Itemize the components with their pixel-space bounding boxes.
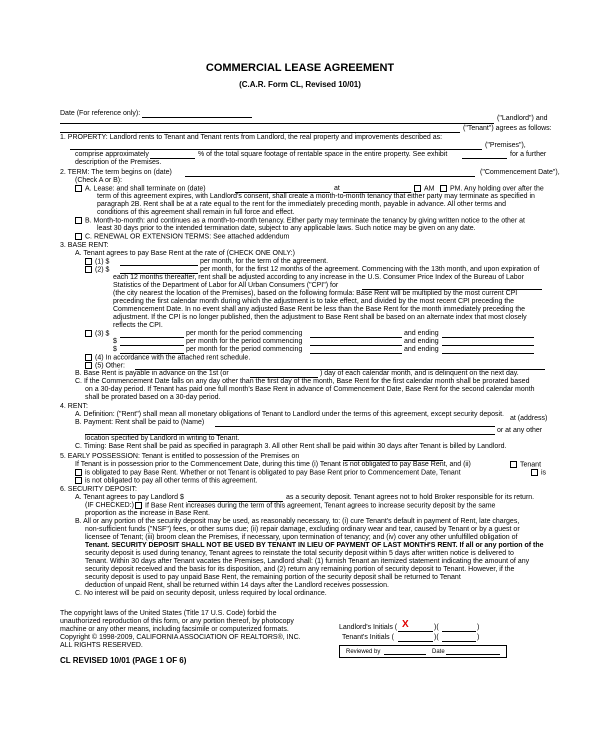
s3-r3e: and ending — [404, 338, 439, 345]
s3-r2f: preceding the first calendar month during which the adjustment is to take effect, and divided by the most recent CPI preceding the — [113, 298, 515, 305]
s6-a1: A. Tenant agrees to pay Landlord $ — [75, 494, 184, 501]
s3-heading: 3. BASE RENT: — [60, 242, 109, 249]
s5-line2b: Tenant — [510, 461, 541, 469]
s3-b1b: ) day of each calendar month, and is delinquent on the next day. — [320, 370, 519, 377]
copyright-line5: ALL RIGHTS RESERVED. — [60, 642, 143, 649]
landlord-name-field[interactable] — [60, 123, 494, 124]
payee-name-field[interactable] — [215, 426, 495, 427]
checkbox-rent-3[interactable] — [85, 330, 92, 337]
tenant-name-field[interactable] — [60, 132, 460, 133]
copyright-line4: Copyright © 1998-2009, CALIFORNIA ASSOCIATION OF REALTORS®, INC. — [60, 634, 301, 641]
s1-line3: description of the Premises. — [75, 159, 162, 166]
signature-x-mark: X — [402, 619, 409, 630]
s6-b8: security deposit is used to pay unpaid Base Rent, the remaining portion of the security deposit shall be returned to Tenant — [85, 574, 461, 581]
s4-b2: at (address) — [510, 415, 548, 422]
s5-line3b: is — [531, 469, 546, 477]
tenant-initials-label: Tenant's Initials ( — [342, 634, 394, 641]
s4-b3: or at any other — [497, 427, 543, 434]
tenant-initials-sep: )( — [434, 634, 439, 641]
checkbox-month-to-month[interactable] — [75, 217, 82, 224]
landlord-initials-close: ) — [477, 624, 480, 631]
s2-a3: paragraph 2B. Rent shall be at a rate equal to the rent for the immediately preceding month, payable in advance. All other terms and — [97, 201, 506, 208]
s4-b: B. Payment: Rent shall be paid to (Name) — [75, 419, 205, 426]
s3-r3g: and ending — [404, 346, 439, 353]
s2-line1: 2. TERM: The term begins on (date) — [60, 169, 172, 176]
s3-a: A. Tenant agrees to pay Base Rent at the rate of (CHECK ONE ONLY:) — [75, 250, 295, 257]
s6-b4: Tenant. SECURITY DEPOSIT SHALL NOT BE USED BY TENANT IN LIEU OF PAYMENT OF LAST MONTH'S RENT. If all or any portion of the — [85, 542, 544, 549]
s6-a2: (IF CHECKED:) — [85, 502, 134, 509]
s3-r3: (3) $ — [85, 330, 109, 338]
s2-b2: least 30 days prior to the intended termination date, subject to any applicable laws. Such notice may be given on any date. — [97, 225, 476, 232]
checkbox-deposit-increase[interactable] — [135, 502, 142, 509]
s2-check: (Check A or B): — [75, 177, 123, 184]
s6-b5: security deposit is used during tenancy, Tenant agrees to reinstate the total security deposit within 5 days after written notice is delivered to — [85, 550, 514, 557]
s3-r2c: each 12 months thereafter, rent shall be adjusted according to any increase in the U.S. Consumer Price Index of the Bureau of Labor — [113, 274, 524, 281]
checkbox-rent-2[interactable] — [85, 266, 92, 273]
exhibit-field[interactable] — [462, 158, 507, 159]
s3-r2b: per month, for the first 12 months of the agreement. Commencing with the 13th month, and upon expiration of — [200, 266, 540, 273]
document-subtitle: (C.A.R. Form CL, Revised 10/01) — [239, 80, 361, 89]
s1-line2a: comprise approximately — [75, 151, 149, 158]
s6-a2b: If Base Rent increases during the term of this agreement, Tenant agrees to increase security deposit by the same — [135, 502, 495, 510]
s2-am: AM — [414, 185, 435, 193]
s1-premises: ("Premises"), — [485, 142, 526, 149]
s6-c1: C. No interest will be paid on security deposit, unless required by local ordinance. — [75, 590, 327, 597]
checkbox-rent-5[interactable] — [85, 362, 92, 369]
s3-r3-dollar3: $ — [113, 346, 117, 353]
property-description-field[interactable] — [70, 149, 482, 150]
checkbox-pm[interactable] — [440, 185, 447, 192]
s3-r4: (4) In accordance with the attached rent schedule. — [85, 354, 250, 362]
s6-b1: B. All or any portion of the security deposit may be used, as reasonably necessary, to: (i) cure Tenant's default in payment of Rent, late charges, — [75, 518, 520, 525]
s3-r3c: and ending — [404, 330, 439, 337]
s3-c2: on a 30-day period. If Tenant has paid one full month's Base Rent in advance of Commencement Date, Base Rent for the second calendar month — [85, 386, 535, 393]
s2-a1: A. Lease: and shall terminate on (date) — [75, 185, 206, 193]
rent3-start-field-1[interactable] — [310, 337, 402, 338]
s2-c1: C. RENEWAL OR EXTENSION TERMS: See attached addendum — [75, 233, 289, 241]
s6-a3: proportion as the increase in Base Rent. — [85, 510, 210, 517]
s5-line2: If Tenant is in possession prior to the Commencement Date, during this time (i) Tenant is not obligated to pay Base Rent, and (ii) — [75, 461, 471, 468]
s6-heading: 6. SECURITY DEPOSIT: — [60, 486, 137, 493]
s6-b7: security deposit received and the basis for its disposition, and (2) return any remaining portion of security deposit to Tenant. However, if the — [85, 566, 515, 573]
s2-a1b: at — [334, 185, 340, 192]
tenant-initials-field-1[interactable] — [398, 641, 433, 642]
s2-a2: term of this agreement expires, with Landlord's consent, shall create a month-to-month tenancy that either party may terminate as specified in — [97, 193, 535, 200]
date-label: Date (For reference only): — [60, 110, 141, 117]
tenant-label: ("Tenant") agrees as follows: — [463, 125, 552, 132]
rent3-end-field-2[interactable] — [442, 345, 534, 346]
tenant-initials-close: ) — [477, 634, 480, 641]
s1-line2c: for a further — [510, 151, 547, 158]
s3-r1: (1) $ — [85, 258, 109, 266]
copyright-line3: machine or any other means, including facsimile or computerized formats. — [60, 626, 289, 633]
s3-r2e: (the city nearest the location of the Premises), based on the following formula: Base Rent will be multiplied by the most current CPI — [113, 290, 518, 297]
reviewed-by-field[interactable] — [384, 654, 426, 655]
term-begin-field[interactable] — [185, 176, 475, 177]
s6-b2: non-sufficient funds ("NSF") fees, or other sums due; (ii) repair damage, excluding ordinary wear and tear, caused by Tenant or by a guest or — [85, 526, 520, 533]
landlord-initials-label: Landlord's Initials ( — [339, 624, 398, 631]
s2-commencement: ("Commencement Date"), — [480, 169, 560, 176]
s1-line1: 1. PROPERTY: Landlord rents to Tenant and Tenant rents from Landlord, the real property and improvements described as: — [60, 134, 443, 141]
checkbox-am[interactable] — [414, 185, 421, 192]
s3-c3: shall be prorated based on a 30-day period. — [85, 394, 221, 401]
landlord-initials-field-2[interactable] — [442, 631, 476, 632]
s1-line2b: % of the total square footage of rentable space in the entire property. See exhibit — [198, 151, 448, 158]
s3-r2g: Commencement Date. In no event shall any adjusted Base Rent be less than the Base Rent for the month immediately preceding the — [113, 306, 526, 313]
checkbox-rent-4[interactable] — [85, 354, 92, 361]
s3-r5: (5) Other: — [85, 362, 125, 370]
s2-a4: conditions of this agreement shall remain in full force and effect. — [97, 209, 295, 216]
checkbox-is[interactable] — [531, 469, 538, 476]
checkbox-lease[interactable] — [75, 185, 82, 192]
rent1-amount-field[interactable] — [120, 265, 198, 266]
s3-r3b: per month for the period commencing — [186, 330, 303, 337]
date-field[interactable] — [142, 117, 252, 118]
review-date-label: Date — [432, 649, 445, 655]
s3-r2h: adjustment. If the CPI is no longer published, then the adjustment to Base Rent shall be based on an alternate index that most closely — [113, 314, 527, 321]
s4-c: C. Timing: Base Rent shall be paid as specified in paragraph 3. All other Rent shall be paid within 30 days after Tenant is billed by Landlord. — [75, 443, 507, 450]
rent3-end-field-3[interactable] — [442, 353, 534, 354]
s3-r3-dollar2: $ — [113, 338, 117, 345]
s4-b4: location specified by Landlord in writing to Tenant. — [85, 435, 240, 442]
rent3-start-field-2[interactable] — [310, 345, 402, 346]
landlord-initials-field-1[interactable] — [398, 631, 433, 632]
page-revision: CL REVISED 10/01 (PAGE 1 OF 6) — [60, 656, 187, 665]
s4-a: A. Definition: ("Rent") shall mean all monetary obligations of Tenant to Landlord under the terms of this agreement, except security deposit. — [75, 411, 504, 418]
s3-r2d: Statistics of the Department of Labor for All Urban Consumers ("CPI") for — [113, 282, 339, 289]
landlord-label: ("Landlord") and — [497, 115, 548, 122]
s5-line3: is obligated to pay Base Rent. Whether or not Tenant is obligated to pay Base Rent prior to Commencement Date, Tenant — [75, 469, 461, 477]
s3-b1: B. Base Rent is payable in advance on the 1st (or — [75, 370, 229, 377]
s3-r1b: per month, for the term of the agreement. — [200, 258, 329, 265]
rent3-end-field-1[interactable] — [442, 337, 534, 338]
s3-r3f: per month for the period commencing — [186, 346, 303, 353]
rent3-amount-field-2[interactable] — [120, 345, 184, 346]
s2-pm: PM. Any holding over after the — [440, 185, 544, 193]
s5-line4: is not obligated to pay all other terms of this agreement. — [75, 477, 257, 485]
s5-line1: 5. EARLY POSSESSION: Tenant is entitled to possession of the Premises on — [60, 453, 300, 460]
s6-a1b: as a security deposit. Tenant agrees not to hold Broker responsible for its return. — [286, 494, 535, 501]
review-box — [339, 645, 507, 658]
checkbox-is-not[interactable] — [75, 477, 82, 484]
s3-r2: (2) $ — [85, 266, 109, 274]
copyright-line2: unauthorized reproduction of this form, or any portion thereof, by photocopy — [60, 618, 294, 625]
tenant-initials-field-2[interactable] — [442, 641, 476, 642]
copyright-line1: The copyright laws of the United States (Title 17 U.S. Code) forbid the — [60, 610, 277, 617]
s2-b1: B. Month-to-month: and continues as a month-to-month tenancy. Either party may terminate the tenancy by giving written notice to the other at — [75, 217, 525, 225]
s3-r2i: reflects the CPI. — [113, 322, 163, 329]
checkbox-tenant-obligated[interactable] — [75, 469, 82, 476]
checkbox-rent-1[interactable] — [85, 258, 92, 265]
s6-b9: deduction of unpaid Rent, shall be returned within 14 days after the Landlord receives possession. — [85, 582, 389, 589]
reviewed-by-label: Reviewed by — [346, 649, 381, 655]
s6-b3: licensee of Tenant; (iii) broom clean the Premises, if necessary, upon termination of tenancy; and (iv) cover any other unfulfilled obligation of — [85, 534, 518, 541]
rent3-start-field-3[interactable] — [310, 353, 402, 354]
s6-b6: Tenant. Within 30 days after Tenant vacates the Premises, Landlord shall: (1) furnish Tenant an itemized statement indicating the amount of any — [85, 558, 530, 565]
landlord-initials-sep: )( — [434, 624, 439, 631]
checkbox-renewal[interactable] — [75, 233, 82, 240]
rent3-amount-field-1[interactable] — [120, 337, 184, 338]
review-date-field[interactable] — [446, 654, 500, 655]
document-title: COMMERCIAL LEASE AGREEMENT — [205, 62, 395, 74]
s3-r3d: per month for the period commencing — [186, 338, 303, 345]
s4-heading: 4. RENT: — [60, 403, 89, 410]
checkbox-tenant-ii[interactable] — [510, 461, 517, 468]
s3-c1: C. If the Commencement Date falls on any day other than the first day of the month, Base Rent for the first calendar month shall be prorated based — [75, 378, 530, 385]
